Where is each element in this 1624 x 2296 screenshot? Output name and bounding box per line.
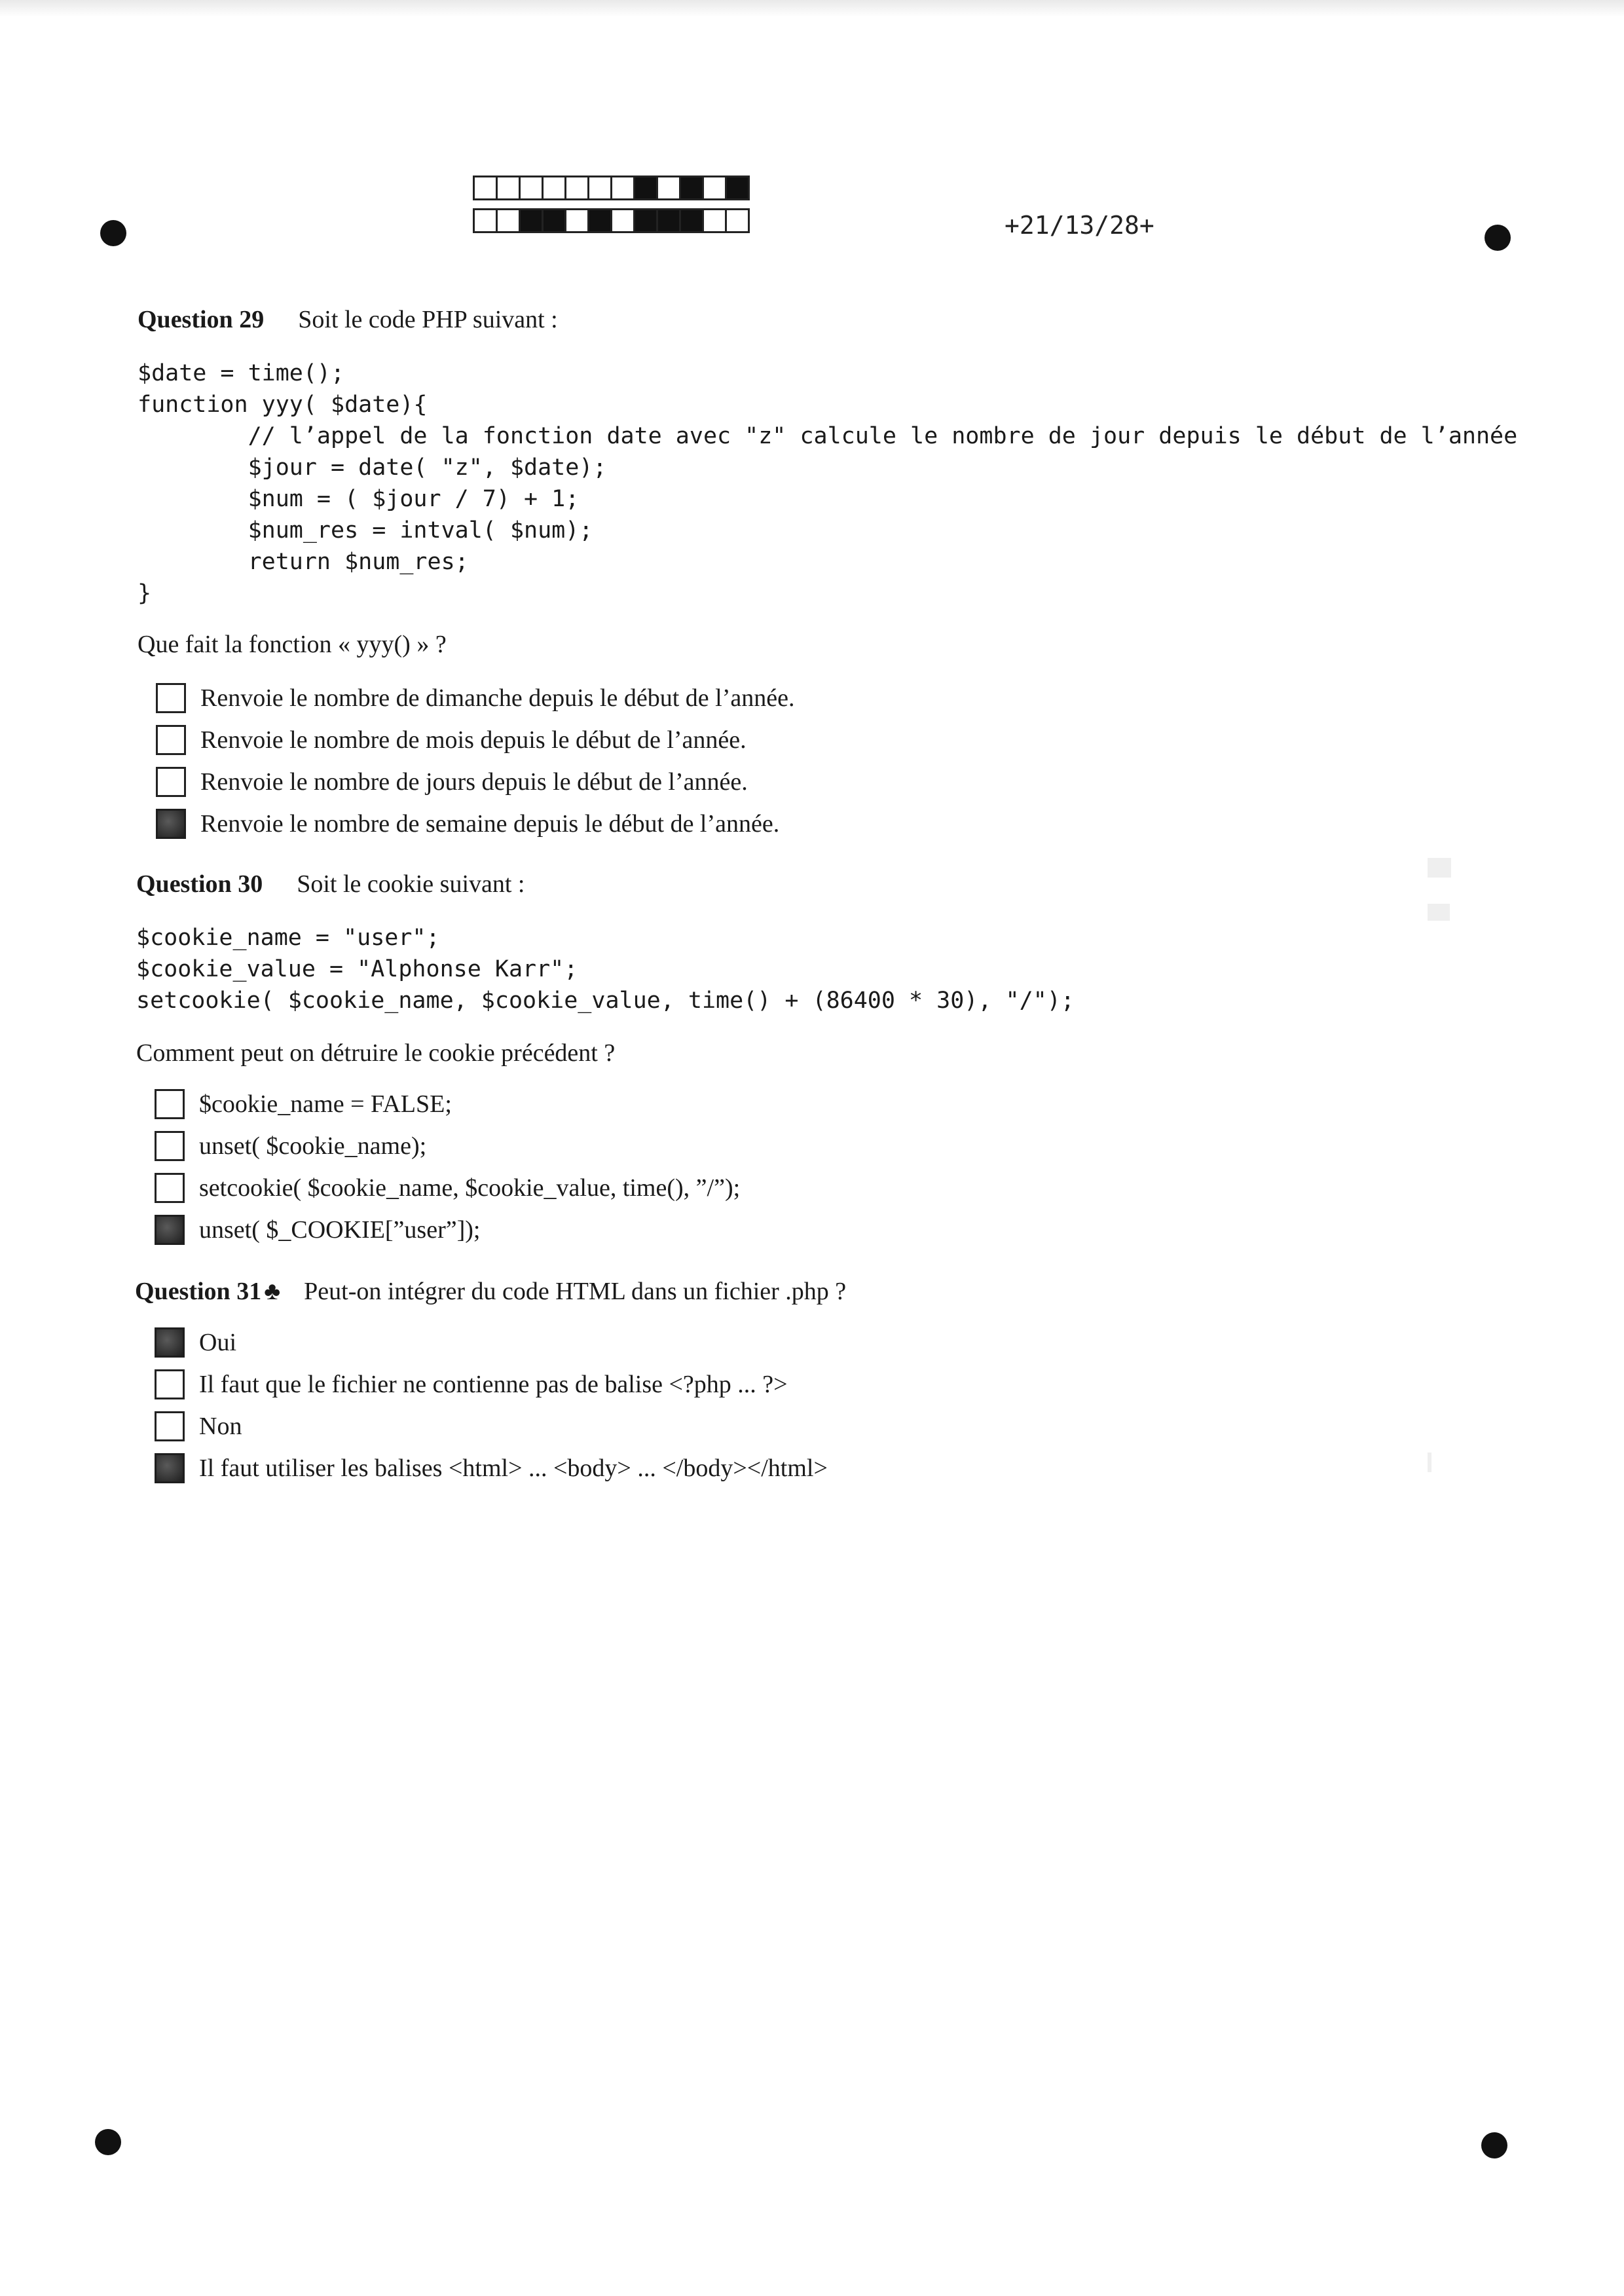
question-31-heading xyxy=(135,1277,846,1306)
barcode-cell xyxy=(473,208,498,233)
answer-option[interactable] xyxy=(155,1322,828,1363)
barcode-cell xyxy=(610,208,635,233)
answer-list xyxy=(155,1322,828,1489)
answer-option[interactable] xyxy=(156,803,794,845)
scan-smudge xyxy=(1428,858,1451,878)
answer-option[interactable] xyxy=(156,677,794,719)
barcode-cell xyxy=(725,176,750,200)
code-line: $num = ( $jour / 7) + 1; xyxy=(138,486,580,512)
code-line: } xyxy=(138,580,152,606)
barcode-cell xyxy=(542,176,566,200)
answer-list xyxy=(155,1083,740,1251)
code-line: // l’appel de la fonction date avec "z" calcule le nombre de jour depuis le début de l’année xyxy=(138,423,1518,449)
question-label: Question 29 xyxy=(138,306,265,333)
barcode-cell xyxy=(679,208,704,233)
question-text: Soit le code PHP suivant : xyxy=(298,306,558,333)
answer-text: unset( $cookie_name); xyxy=(199,1132,427,1160)
corner-marker-top-left xyxy=(100,220,126,246)
answer-option[interactable] xyxy=(156,761,794,803)
checkbox[interactable] xyxy=(156,683,186,713)
answer-text: Oui xyxy=(199,1329,236,1356)
code-line: $date = time(); xyxy=(138,360,345,386)
answer-text: Il faut que le fichier ne contienne pas de balise <?php ... ?> xyxy=(199,1371,788,1398)
barcode-cell xyxy=(610,176,635,200)
answer-text: Non xyxy=(199,1413,242,1440)
checked-checkbox[interactable] xyxy=(156,809,186,839)
answer-text: Renvoie le nombre de jours depuis le début de l’année. xyxy=(200,768,748,796)
scan-smudge xyxy=(1428,1453,1431,1472)
barcode-cell xyxy=(496,176,521,200)
scan-smudge xyxy=(1428,904,1450,921)
answer-list xyxy=(156,677,794,845)
barcode-cell xyxy=(564,208,589,233)
barcode-cell xyxy=(702,176,727,200)
barcode-cell xyxy=(633,208,658,233)
checkbox[interactable] xyxy=(155,1131,185,1161)
answer-option[interactable] xyxy=(155,1447,828,1489)
barcode-cell xyxy=(564,176,589,200)
barcode-cell xyxy=(702,208,727,233)
code-line: $num_res = intval( $num); xyxy=(138,517,593,544)
answer-option[interactable] xyxy=(155,1167,740,1209)
barcode-cell xyxy=(496,208,521,233)
answer-option[interactable] xyxy=(155,1405,828,1447)
code-line: $jour = date( "z", $date); xyxy=(138,454,607,481)
barcode-cell xyxy=(519,176,544,200)
barcode-cell xyxy=(587,208,612,233)
page-identifier: +21/13/28+ xyxy=(1005,211,1154,240)
answer-text: Renvoie le nombre de mois depuis le début de l’année. xyxy=(200,726,747,754)
answer-text: unset( $_COOKIE[”user”]); xyxy=(199,1216,481,1244)
corner-marker-bottom-left xyxy=(95,2129,121,2155)
answer-option[interactable] xyxy=(155,1209,740,1251)
checkbox[interactable] xyxy=(155,1173,185,1203)
answer-text: Il faut utiliser les balises <html> ... <body> ... </body></html> xyxy=(199,1454,828,1482)
question-30-heading xyxy=(136,870,525,898)
code-line: $cookie_value = "Alphonse Karr"; xyxy=(136,956,578,982)
page-barcode-row-2 xyxy=(473,208,748,233)
barcode-cell xyxy=(656,208,681,233)
question-prompt: Que fait la fonction « yyy() » ? xyxy=(138,631,447,658)
code-block xyxy=(138,358,1517,609)
code-line: function yyy( $date){ xyxy=(138,392,428,418)
checkbox[interactable] xyxy=(156,725,186,755)
barcode-cell xyxy=(587,176,612,200)
corner-marker-bottom-right xyxy=(1481,2132,1507,2158)
checkbox[interactable] xyxy=(155,1411,185,1441)
barcode-cell xyxy=(542,208,566,233)
answer-option[interactable] xyxy=(155,1363,828,1405)
code-line: return $num_res; xyxy=(138,549,469,575)
answer-option[interactable] xyxy=(155,1083,740,1125)
barcode-cell xyxy=(656,176,681,200)
checkbox[interactable] xyxy=(155,1369,185,1399)
barcode-cell xyxy=(725,208,750,233)
question-29-heading xyxy=(138,305,558,334)
multiple-answers-club-icon: ♣ xyxy=(264,1278,281,1305)
answer-text: setcookie( $cookie_name, $cookie_value, time(), ”/”); xyxy=(199,1174,741,1202)
barcode-cell xyxy=(519,208,544,233)
checked-checkbox[interactable] xyxy=(155,1453,185,1483)
barcode-cell xyxy=(633,176,658,200)
code-block xyxy=(136,922,1075,1016)
answer-text: Renvoie le nombre de dimanche depuis le début de l’année. xyxy=(200,684,795,712)
code-line: setcookie( $cookie_name, $cookie_value, time() + (86400 * 30), "/"); xyxy=(136,988,1075,1014)
answer-text: Renvoie le nombre de semaine depuis le début de l’année. xyxy=(200,810,780,838)
checked-checkbox[interactable] xyxy=(155,1215,185,1245)
scan-edge xyxy=(0,0,1624,17)
answer-option[interactable] xyxy=(156,719,794,761)
code-line: $cookie_name = "user"; xyxy=(136,925,440,951)
question-prompt: Comment peut on détruire le cookie précédent ? xyxy=(136,1039,616,1067)
corner-marker-top-right xyxy=(1485,225,1511,251)
question-label: Question 30 xyxy=(136,870,263,898)
answer-text: $cookie_name = FALSE; xyxy=(199,1090,452,1118)
question-text: Peut-on intégrer du code HTML dans un fichier .php ? xyxy=(304,1278,847,1305)
page-barcode-row-1 xyxy=(473,176,748,200)
checkbox[interactable] xyxy=(155,1089,185,1119)
answer-option[interactable] xyxy=(155,1125,740,1167)
checked-checkbox[interactable] xyxy=(155,1327,185,1358)
checkbox[interactable] xyxy=(156,767,186,797)
question-text: Soit le cookie suivant : xyxy=(297,870,525,898)
barcode-cell xyxy=(679,176,704,200)
question-label: Question 31 xyxy=(135,1278,262,1305)
barcode-cell xyxy=(473,176,498,200)
